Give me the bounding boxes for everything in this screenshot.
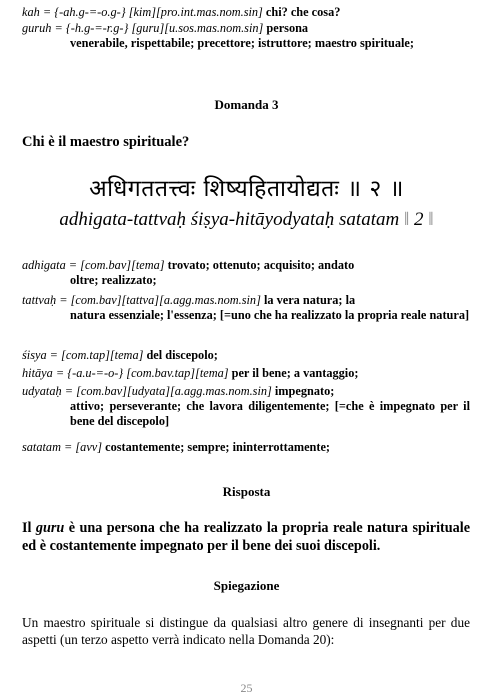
explanation-paragraph: Un maestro spirituale si distingue da qualsiasi altro genere di insegnanti per due aspetti (un terzo aspetto verrà indicato nella Domanda 20): xyxy=(22,615,470,647)
question-title: Chi è il maestro spirituale? xyxy=(22,134,190,150)
gloss-meaning: persona xyxy=(263,21,309,35)
verse-bar: ‖ xyxy=(428,209,434,230)
gloss-meaning: trovato; ottenuto; acquisito; andato xyxy=(164,258,355,272)
gloss-grammar: = [com.tap][tema] xyxy=(46,348,144,362)
glossary-entry-udyatah xyxy=(22,384,470,429)
gloss-grammar: = [com.bav][tattva][a.agg.mas.nom.sin] xyxy=(56,293,261,307)
gloss-grammar: = {-h.g-=-r.g-} [guru][u.sos.mas.nom.sin] xyxy=(51,21,264,35)
verse-transliteration xyxy=(0,209,493,231)
gloss-continuation: venerabile, rispettabile; precettore; istruttore; maestro spirituale; xyxy=(70,36,414,50)
gloss-grammar: = [com.bav][udyata][a.agg.mas.nom.sin] xyxy=(61,384,272,398)
answer-rest: è una persona che ha realizzato la propria reale natura spirituale ed è costantemente impegnato per il bene dei suoi discepoli. xyxy=(22,520,470,554)
gloss-term: satatam xyxy=(22,440,61,454)
gloss-meaning: per il bene; a vantaggio; xyxy=(228,366,359,380)
gloss-meaning: impegnato; xyxy=(271,384,335,398)
domanda-heading: Domanda 3 xyxy=(214,97,279,112)
glossary-entry-guruh xyxy=(22,21,470,51)
gloss-continuation: natura essenziale; l'essenza; [=uno che ha realizzato la propria reale natura] xyxy=(70,308,470,322)
verse-translit-text: adhigata-tattvaḥ śiṣya-hitāyodyataḥ satatam xyxy=(59,209,400,230)
gloss-continuation: oltre; realizzato; xyxy=(70,273,157,287)
risposta-heading: Risposta xyxy=(222,484,271,499)
gloss-meaning: la vera natura; la xyxy=(260,293,356,307)
page-number: 25 xyxy=(240,681,253,695)
verse-devanagari: अधिगततत्त्वः शिष्यहितायोद्यतः ॥ २ ॥ xyxy=(89,176,404,202)
gloss-continuation: attivo; perseverante; che lavora diligentemente; [=che è impegnato per il bene del discepolo] xyxy=(70,399,470,428)
answer-guru: guru xyxy=(35,520,65,536)
glossary-entry-tattvah xyxy=(22,293,470,323)
gloss-grammar: = {-ah.g-=-o.g-} [kim][pro.int.mas.nom.sin] xyxy=(39,5,263,19)
spiegazione-heading: Spiegazione xyxy=(213,578,280,593)
gloss-meaning: costantemente; sempre; ininterrottamente; xyxy=(102,440,331,454)
gloss-meaning: chi? che cosa? xyxy=(262,5,341,19)
gloss-grammar: = {-a.u-=-o-} [com.bav.tap][tema] xyxy=(52,366,229,380)
verse-bar: ‖ xyxy=(403,209,410,230)
gloss-grammar: = [com.bav][tema] xyxy=(65,258,165,272)
glossary-entry-sisya xyxy=(22,348,470,363)
gloss-term: adhigata xyxy=(22,258,66,272)
gloss-grammar: = [avv] xyxy=(60,440,103,454)
gloss-term: kah xyxy=(22,5,40,19)
gloss-term: tattvaḥ xyxy=(22,293,57,307)
gloss-term: śisya xyxy=(22,348,47,362)
glossary-entry-kah xyxy=(22,5,470,20)
verse-number: 2 xyxy=(414,209,424,230)
gloss-term: udyataḥ xyxy=(22,384,62,398)
gloss-term: hitāya xyxy=(22,366,53,380)
answer-paragraph xyxy=(22,519,470,555)
glossary-entry-adhigata xyxy=(22,258,470,288)
glossary-entry-satatam xyxy=(22,440,470,455)
answer-prefix: Il xyxy=(22,520,36,536)
gloss-meaning: del discepolo; xyxy=(143,348,218,362)
glossary-entry-hitaya xyxy=(22,366,470,381)
gloss-term: guruh xyxy=(22,21,52,35)
